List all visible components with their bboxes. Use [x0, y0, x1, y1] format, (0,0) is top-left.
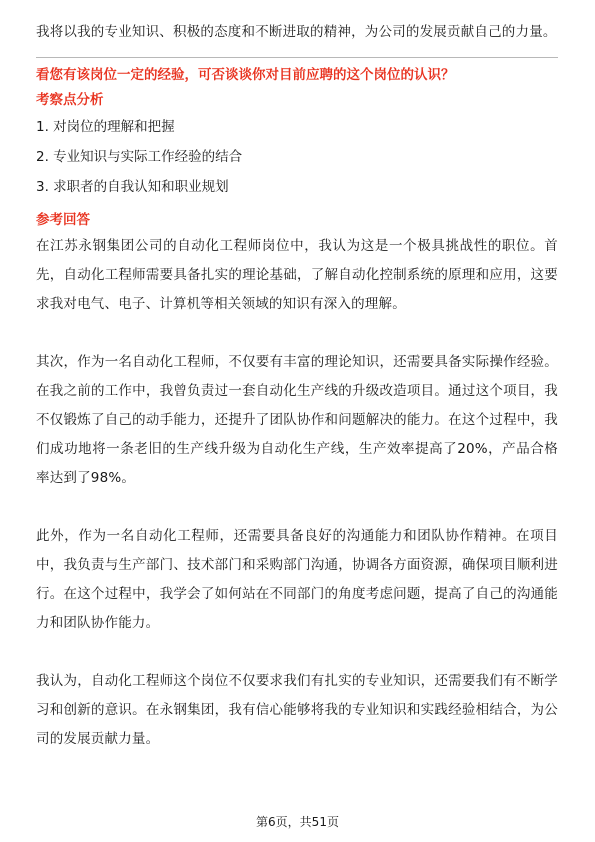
intro-paragraph: 我将以我的专业知识、积极的态度和不断进取的精神，为公司的发展贡献自己的力量。	[36, 24, 557, 40]
analysis-title: 考察点分析	[36, 92, 104, 108]
interview-question: 看您有该岗位一定的经验，可否谈谈你对目前应聘的这个岗位的认识？	[36, 67, 455, 83]
page-number: 第6页，共51页	[256, 815, 339, 829]
answer-title: 参考回答	[36, 212, 90, 228]
answer-paragraph-3: 此外，作为一名自动化工程师，还需要具备良好的沟通能力和团队协作精神。在项目中，我负责与生产部门、技术部门和采购部门沟通，协调各方面资源，确保项目顺利进行。在这个过程中，我学会了如何站在不同部门的角度考虑问题，提高了自己的沟通能力和团队协作能力。	[36, 528, 558, 631]
answer-paragraph-1: 在江苏永钢集团公司的自动化工程师岗位中，我认为这是一个极具挑战性的职位。首先，自动化工程师需要具备扎实的理论基础，了解自动化控制系统的原理和应用，这要求我对电气、电子、计算机等相关领域的知识有深入的理解。	[36, 238, 558, 312]
answer-paragraph-2: 其次，作为一名自动化工程师，不仅要有丰富的理论知识，还需要具备实际操作经验。在我之前的工作中，我曾负责过一套自动化生产线的升级改造项目。通过这个项目，我不仅锻炼了自己的动手能力，还提升了团队协作和问题解决的能力。在这个过程中，我们成功地将一条老旧的生产线升级为自动化生产线，生产效率提高了20%，产品合格率达到了98%。	[36, 354, 558, 486]
analysis-item-3: 3. 求职者的自我认知和职业规划	[36, 179, 229, 195]
paragraph-gap	[36, 319, 558, 348]
analysis-item-1: 1. 对岗位的理解和把握	[36, 119, 175, 135]
paragraph-gap	[36, 493, 558, 522]
section-divider	[36, 57, 558, 58]
answer-paragraph-4: 我认为，自动化工程师这个岗位不仅要求我们有扎实的专业知识，还需要我们有不断学习和创新的意识。在永钢集团，我有信心能够将我的专业知识和实践经验相结合，为公司的发展贡献力量。	[36, 673, 558, 747]
paragraph-gap	[36, 638, 558, 667]
analysis-item-2: 2. 专业知识与实际工作经验的结合	[36, 149, 243, 165]
document-page	[36, 18, 558, 754]
